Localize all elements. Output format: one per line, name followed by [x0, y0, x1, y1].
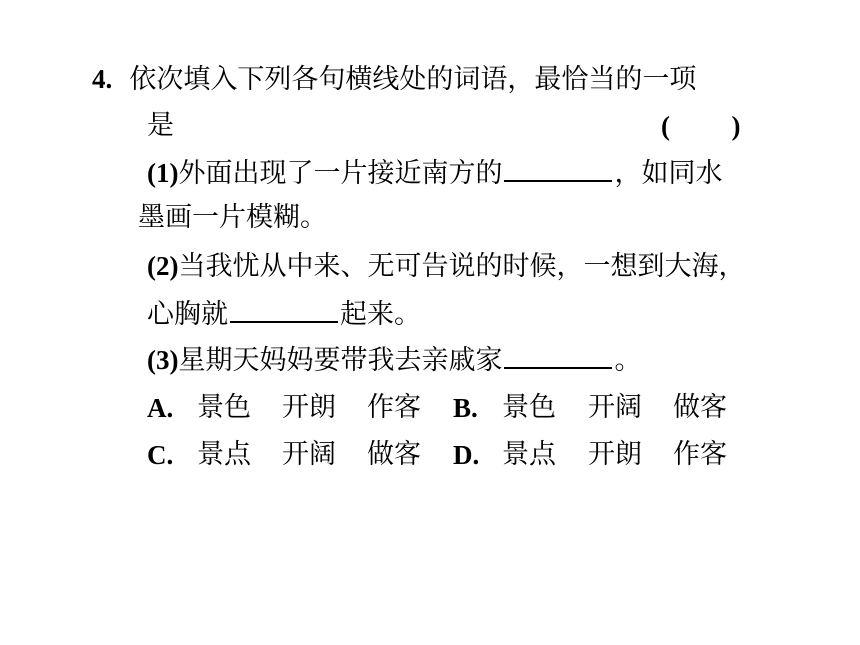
sentence-3-before: 星期天妈妈要带我去亲戚家 [178, 345, 503, 376]
option-a-dot: . [166, 393, 174, 423]
sentence-2-label: (2) [147, 251, 179, 281]
sentence-2 [147, 248, 745, 284]
sentence-1-after: ，如同水 [614, 158, 723, 189]
sentence-1-blank[interactable] [504, 154, 612, 182]
sentence-3 [147, 341, 641, 377]
option-d-dot: . [472, 440, 480, 470]
sentence-2-continuation [147, 295, 421, 331]
question-stem-continuation: 是 [147, 110, 174, 141]
sentence-2-line1: 当我忧从中来、无可告说的时候，一想到大海， [178, 251, 746, 282]
sentence-1-continuation [138, 200, 327, 236]
sentence-3-label: (3) [147, 345, 179, 375]
option-b[interactable] [453, 390, 478, 427]
option-b-letter: B [453, 393, 472, 423]
option-d-word-1: 景点 [502, 439, 556, 470]
question-stem-line2 [147, 108, 174, 144]
option-a-word-2: 开朗 [282, 392, 336, 423]
option-c-word-3: 做客 [367, 439, 421, 470]
option-b-word-3: 做客 [673, 392, 727, 423]
sentence-2-before: 心胸就 [147, 299, 228, 330]
option-a-word-3: 作客 [367, 392, 421, 423]
option-b-word-2: 开阔 [588, 392, 642, 423]
option-a-letter: A [147, 393, 167, 423]
option-a[interactable] [147, 390, 173, 427]
sentence-1-label: (1) [147, 158, 179, 188]
answer-paren-close: ) [731, 111, 741, 141]
sentence-3-blank[interactable] [504, 341, 612, 369]
sentence-1 [147, 154, 722, 190]
answer-paren-open: ( [661, 111, 670, 141]
option-a-word-1: 景色 [197, 392, 251, 423]
question-stem-line1 [92, 61, 696, 97]
option-c-dot: . [166, 440, 174, 470]
sentence-1-before: 外面出现了一片接近南方的 [178, 158, 503, 189]
option-b-dot: . [471, 393, 478, 423]
option-c-word-1: 景点 [197, 439, 251, 470]
sentence-1-continuation-text: 墨画一片模糊。 [138, 202, 327, 233]
option-b-word-1: 景色 [502, 392, 556, 423]
option-d-letter: D [453, 440, 473, 470]
option-d-word-3: 作客 [673, 439, 727, 470]
question-stem-text: 依次填入下列各句横线处的词语，最恰当的一项 [129, 64, 697, 95]
option-c-letter: C [147, 440, 167, 470]
question-number-dot: . [105, 64, 113, 94]
sentence-2-after: 起来。 [340, 299, 421, 330]
option-d-word-2: 开朗 [588, 439, 642, 470]
question-number: 4 [92, 64, 106, 94]
sentence-3-after: 。 [614, 345, 642, 376]
answer-parentheses[interactable] [661, 108, 741, 144]
sentence-2-blank[interactable] [230, 295, 338, 323]
option-d[interactable] [453, 437, 479, 474]
option-c[interactable] [147, 437, 173, 474]
option-c-word-2: 开阔 [282, 439, 336, 470]
